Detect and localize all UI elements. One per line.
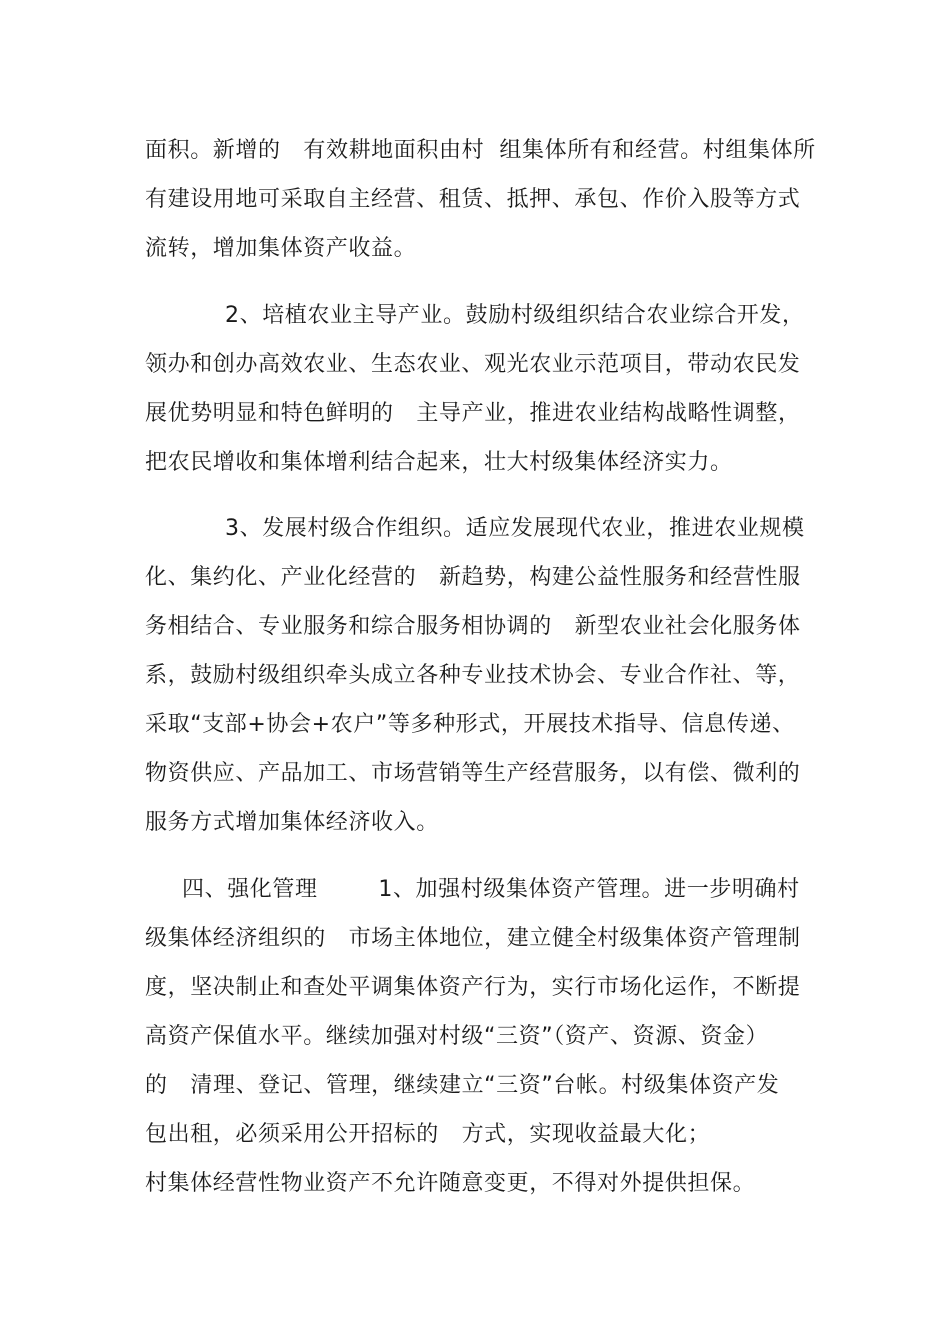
text-line: 四、强化管理 1、加强村级集体资产管理。进一步明确村 (182, 877, 800, 902)
text-line: 面积。新增的 有效耕地面积由村 组集体所有和经营。村组集体所 (145, 138, 816, 163)
text-line: 展优势明显和特色鲜明的 主导产业，推进农业结构战略性调整， (145, 401, 801, 426)
text-line: 2、培植农业主导产业。鼓励村级组织结合农业综合开发， (225, 303, 805, 328)
text-line: 采取“支部+协会+农户”等多种形式，开展技术指导、信息传递、 (145, 712, 795, 737)
text-line: 领办和创办高效农业、生态农业、观光农业示范项目，带动农民发 (145, 352, 801, 377)
text-line: 3、发展村级合作组织。适应发展现代农业，推进农业规模 (225, 516, 805, 541)
text-line: 系，鼓励村级组织牵头成立各种专业技术协会、专业合作社、等， (145, 663, 801, 688)
text-line: 物资供应、产品加工、市场营销等生产经营服务，以有偿、微利的 (145, 761, 801, 786)
text-line: 高资产保值水平。继续加强对村级“三资”（资产、资源、资金） (145, 1024, 769, 1049)
text-line: 把农民增收和集体增利结合起来，壮大村级集体经济实力。 (145, 450, 733, 475)
text-line: 化、集约化、产业化经营的 新趋势，构建公益性服务和经营性服 (145, 565, 801, 590)
text-line: 流转，增加集体资产收益。 (145, 236, 417, 261)
text-line: 服务方式增加集体经济收入。 (145, 810, 439, 835)
text-line: 的 清理、登记、管理，继续建立“三资”台帐。村级集体资产发 (145, 1073, 780, 1098)
text-line: 务相结合、专业服务和综合服务相协调的 新型农业社会化服务体 (145, 614, 801, 639)
text-line: 度，坚决制止和查处平调集体资产行为，实行市场化运作，不断提 (145, 975, 801, 1000)
text-line: 有建设用地可采取自主经营、租赁、抵押、承包、作价入股等方式 (145, 187, 801, 212)
text-line: 包出租，必须采用公开招标的 方式，实现收益最大化； (145, 1122, 711, 1147)
text-line: 级集体经济组织的 市场主体地位，建立健全村级集体资产管理制 (145, 926, 801, 951)
text-line: 村集体经营性物业资产不允许随意变更，不得对外提供担保。 (145, 1171, 756, 1196)
